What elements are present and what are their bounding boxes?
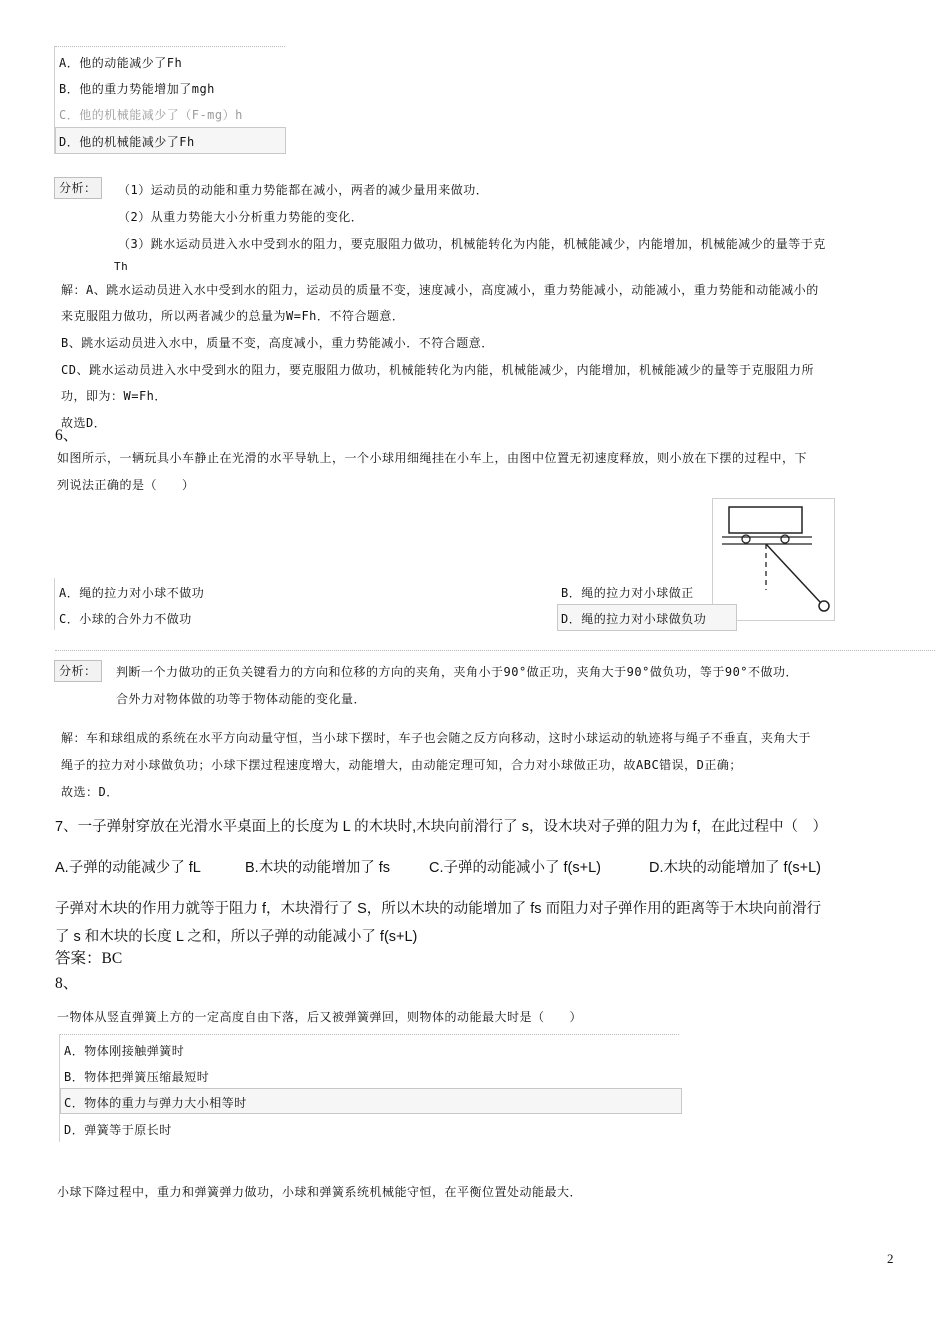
page-number: 2 (887, 1251, 894, 1266)
q7-explanation-line: 了 s 和木块的长度 L 之和，所以子弹的动能减小了 f(s+L) (55, 929, 418, 945)
analysis-line: Th (114, 260, 129, 273)
q6-stem-line: 如图所示，一辆玩具小车静止在光滑的水平导轨上，一个小球用细绳挂在小车上，由图中位置无初速度释放，则小放在下摆的过程中，下 (57, 451, 808, 465)
analysis-line: 判断一个力做功的正负关键看力的方向和位移的方向的夹角，夹角小于90°做正功，夹角大于90°做负功，等于90°不做功． (116, 665, 799, 679)
q8-option-c: C．物体的重力与弹力大小相等时 (64, 1096, 247, 1110)
solution-line: 解：A、跳水运动员进入水中受到水的阻力，运动员的质量不变，速度减小，高度减小，重力势能减小，动能减小，重力势能和动能减小的 (61, 283, 819, 297)
analysis-label: 分析： (54, 177, 102, 199)
q5-option-d: D．他的机械能减少了Fh (59, 135, 195, 149)
q8-number: 8、 (55, 975, 79, 992)
q7-option-a: A.子弹的动能减少了 fL (55, 860, 201, 876)
divider (55, 650, 935, 651)
option-frame-line (54, 578, 55, 630)
solution-line: 绳子的拉力对小球做负功；小球下摆过程速度增大，动能增大，由动能定理可知，合力对小球做正功，故ABC错误，D正确； (61, 758, 742, 772)
q7-answer: 答案：BC (55, 950, 123, 967)
q8-stem: 一物体从竖直弹簧上方的一定高度自由下落，后又被弹簧弹回，则物体的动能最大时是（ ） (57, 1010, 583, 1024)
solution-line: CD、跳水运动员进入水中受到水的阻力，要克服阻力做功，机械能转化为内能，机械能减少，内能增加，机械能减少的量等于克服阻力所 (61, 363, 814, 377)
divider (55, 46, 285, 47)
q5-option-b: B．他的重力势能增加了mgh (59, 82, 215, 96)
solution-line: 解：车和球组成的系统在水平方向动量守恒，当小球下摆时，车子也会随之反方向移动，这时小球运动的轨迹将与绳子不垂直，夹角大于 (61, 731, 812, 745)
q8-option-d: D．弹簧等于原长时 (64, 1123, 172, 1137)
solution-line: 功，即为：W=Fh． (61, 389, 167, 403)
solution-line: B、跳水运动员进入水中，质量不变，高度减小，重力势能减小．不符合题意． (61, 336, 494, 350)
q6-option-a: A．绳的拉力对小球不做功 (59, 586, 205, 600)
q6-option-d: D．绳的拉力对小球做负功 (561, 612, 707, 626)
divider (59, 1034, 679, 1035)
q6-option-c: C．小球的合外力不做功 (59, 612, 192, 626)
q7-stem: 7、一子弹射穿放在光滑水平桌面上的长度为 L 的木块时,木块向前滑行了 s，设木块对子弹的阻力为 f，在此过程中（ ） (55, 819, 828, 835)
q8-option-a: A．物体刚接触弹簧时 (64, 1044, 185, 1058)
q6-stem-line: 列说法正确的是（ ） (57, 478, 195, 492)
q7-explanation-line: 子弹对木块的作用力就等于阻力 f，木块滑行了 S，所以木块的动能增加了 fs 而阻力对子弹作用的距离等于木块向前滑行 (55, 901, 822, 917)
q8-option-b: B．物体把弹簧压缩最短时 (64, 1070, 210, 1084)
q5-option-a: A．他的动能减少了Fh (59, 56, 183, 70)
analysis-line: 合外力对物体做的功等于物体动能的变化量． (116, 692, 367, 706)
q6-option-b: B．绳的拉力对小球做正 (561, 586, 694, 600)
analysis-line: （2）从重力势能大小分析重力势能的变化． (118, 210, 364, 224)
q7-option-d: D.木块的动能增加了 f(s+L) (649, 860, 821, 876)
solution-line: 故选D． (61, 416, 107, 430)
analysis-line: （1）运动员的动能和重力势能都在减小，两者的减少量用来做功． (118, 183, 489, 197)
q6-number: 6、 (55, 427, 79, 444)
q5-option-c: C．他的机械能减少了（F-mg）h (59, 108, 243, 122)
analysis-line: （3）跳水运动员进入水中受到水的阻力，要克服阻力做功，机械能转化为内能，机械能减少，内能增加，机械能减少的量等于克 (118, 237, 826, 251)
analysis-label: 分析： (54, 660, 102, 682)
q7-option-c: C.子弹的动能减小了 f(s+L) (429, 860, 601, 876)
q8-explanation: 小球下降过程中，重力和弹簧弹力做功，小球和弹簧系统机械能守恒，在平衡位置处动能最大． (57, 1185, 583, 1199)
q7-option-b: B.木块的动能增加了 fs (245, 860, 391, 876)
solution-line: 来克服阻力做功，所以两者减少的总量为W=Fh．不符合题意． (61, 309, 405, 323)
solution-line: 故选：D． (61, 785, 119, 799)
